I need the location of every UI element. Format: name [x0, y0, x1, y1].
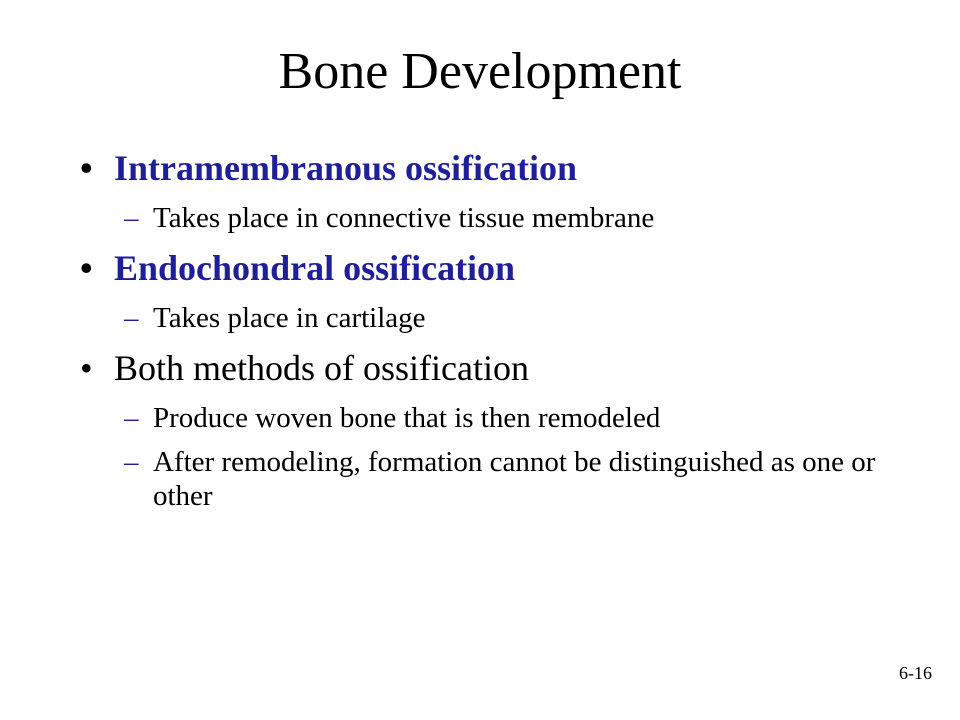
bullet-endochondral-ossification [80, 245, 920, 291]
slide-title: Bone Development [278, 43, 682, 100]
subitem-text: After remodeling, formation cannot be distinguished as one or other [153, 446, 876, 512]
subitem-text: Takes place in connective tissue membrane [153, 202, 655, 234]
bullet-dot-icon: • [80, 148, 93, 188]
bullet-group-endochondral [80, 245, 920, 335]
bullet-group-both-methods [80, 345, 920, 513]
subitem-text: Produce woven bone that is then remodeled [153, 402, 661, 434]
bullet-text: Intramembranous ossification [114, 148, 578, 188]
bullet-intramembranous-ossification [80, 145, 920, 191]
subitem-after-remodeling [80, 445, 920, 513]
bullet-both-methods [80, 345, 920, 391]
bullet-dot-icon: • [80, 348, 93, 388]
dash-icon: – [124, 402, 139, 434]
bullet-group-intramembranous [80, 145, 920, 235]
bullet-text: Endochondral ossification [114, 248, 516, 288]
slide-body [80, 145, 920, 523]
bullet-dot-icon: • [80, 248, 93, 288]
subitem-cartilage [80, 301, 920, 335]
subitem-text: Takes place in cartilage [153, 302, 426, 334]
dash-icon: – [124, 302, 139, 334]
slide-number: 6-16 [899, 663, 932, 683]
bullet-text: Both methods of ossification [114, 348, 529, 388]
subitem-woven-bone [80, 401, 920, 435]
subitem-connective-tissue [80, 201, 920, 235]
dash-icon: – [124, 446, 139, 478]
dash-icon: – [124, 202, 139, 234]
